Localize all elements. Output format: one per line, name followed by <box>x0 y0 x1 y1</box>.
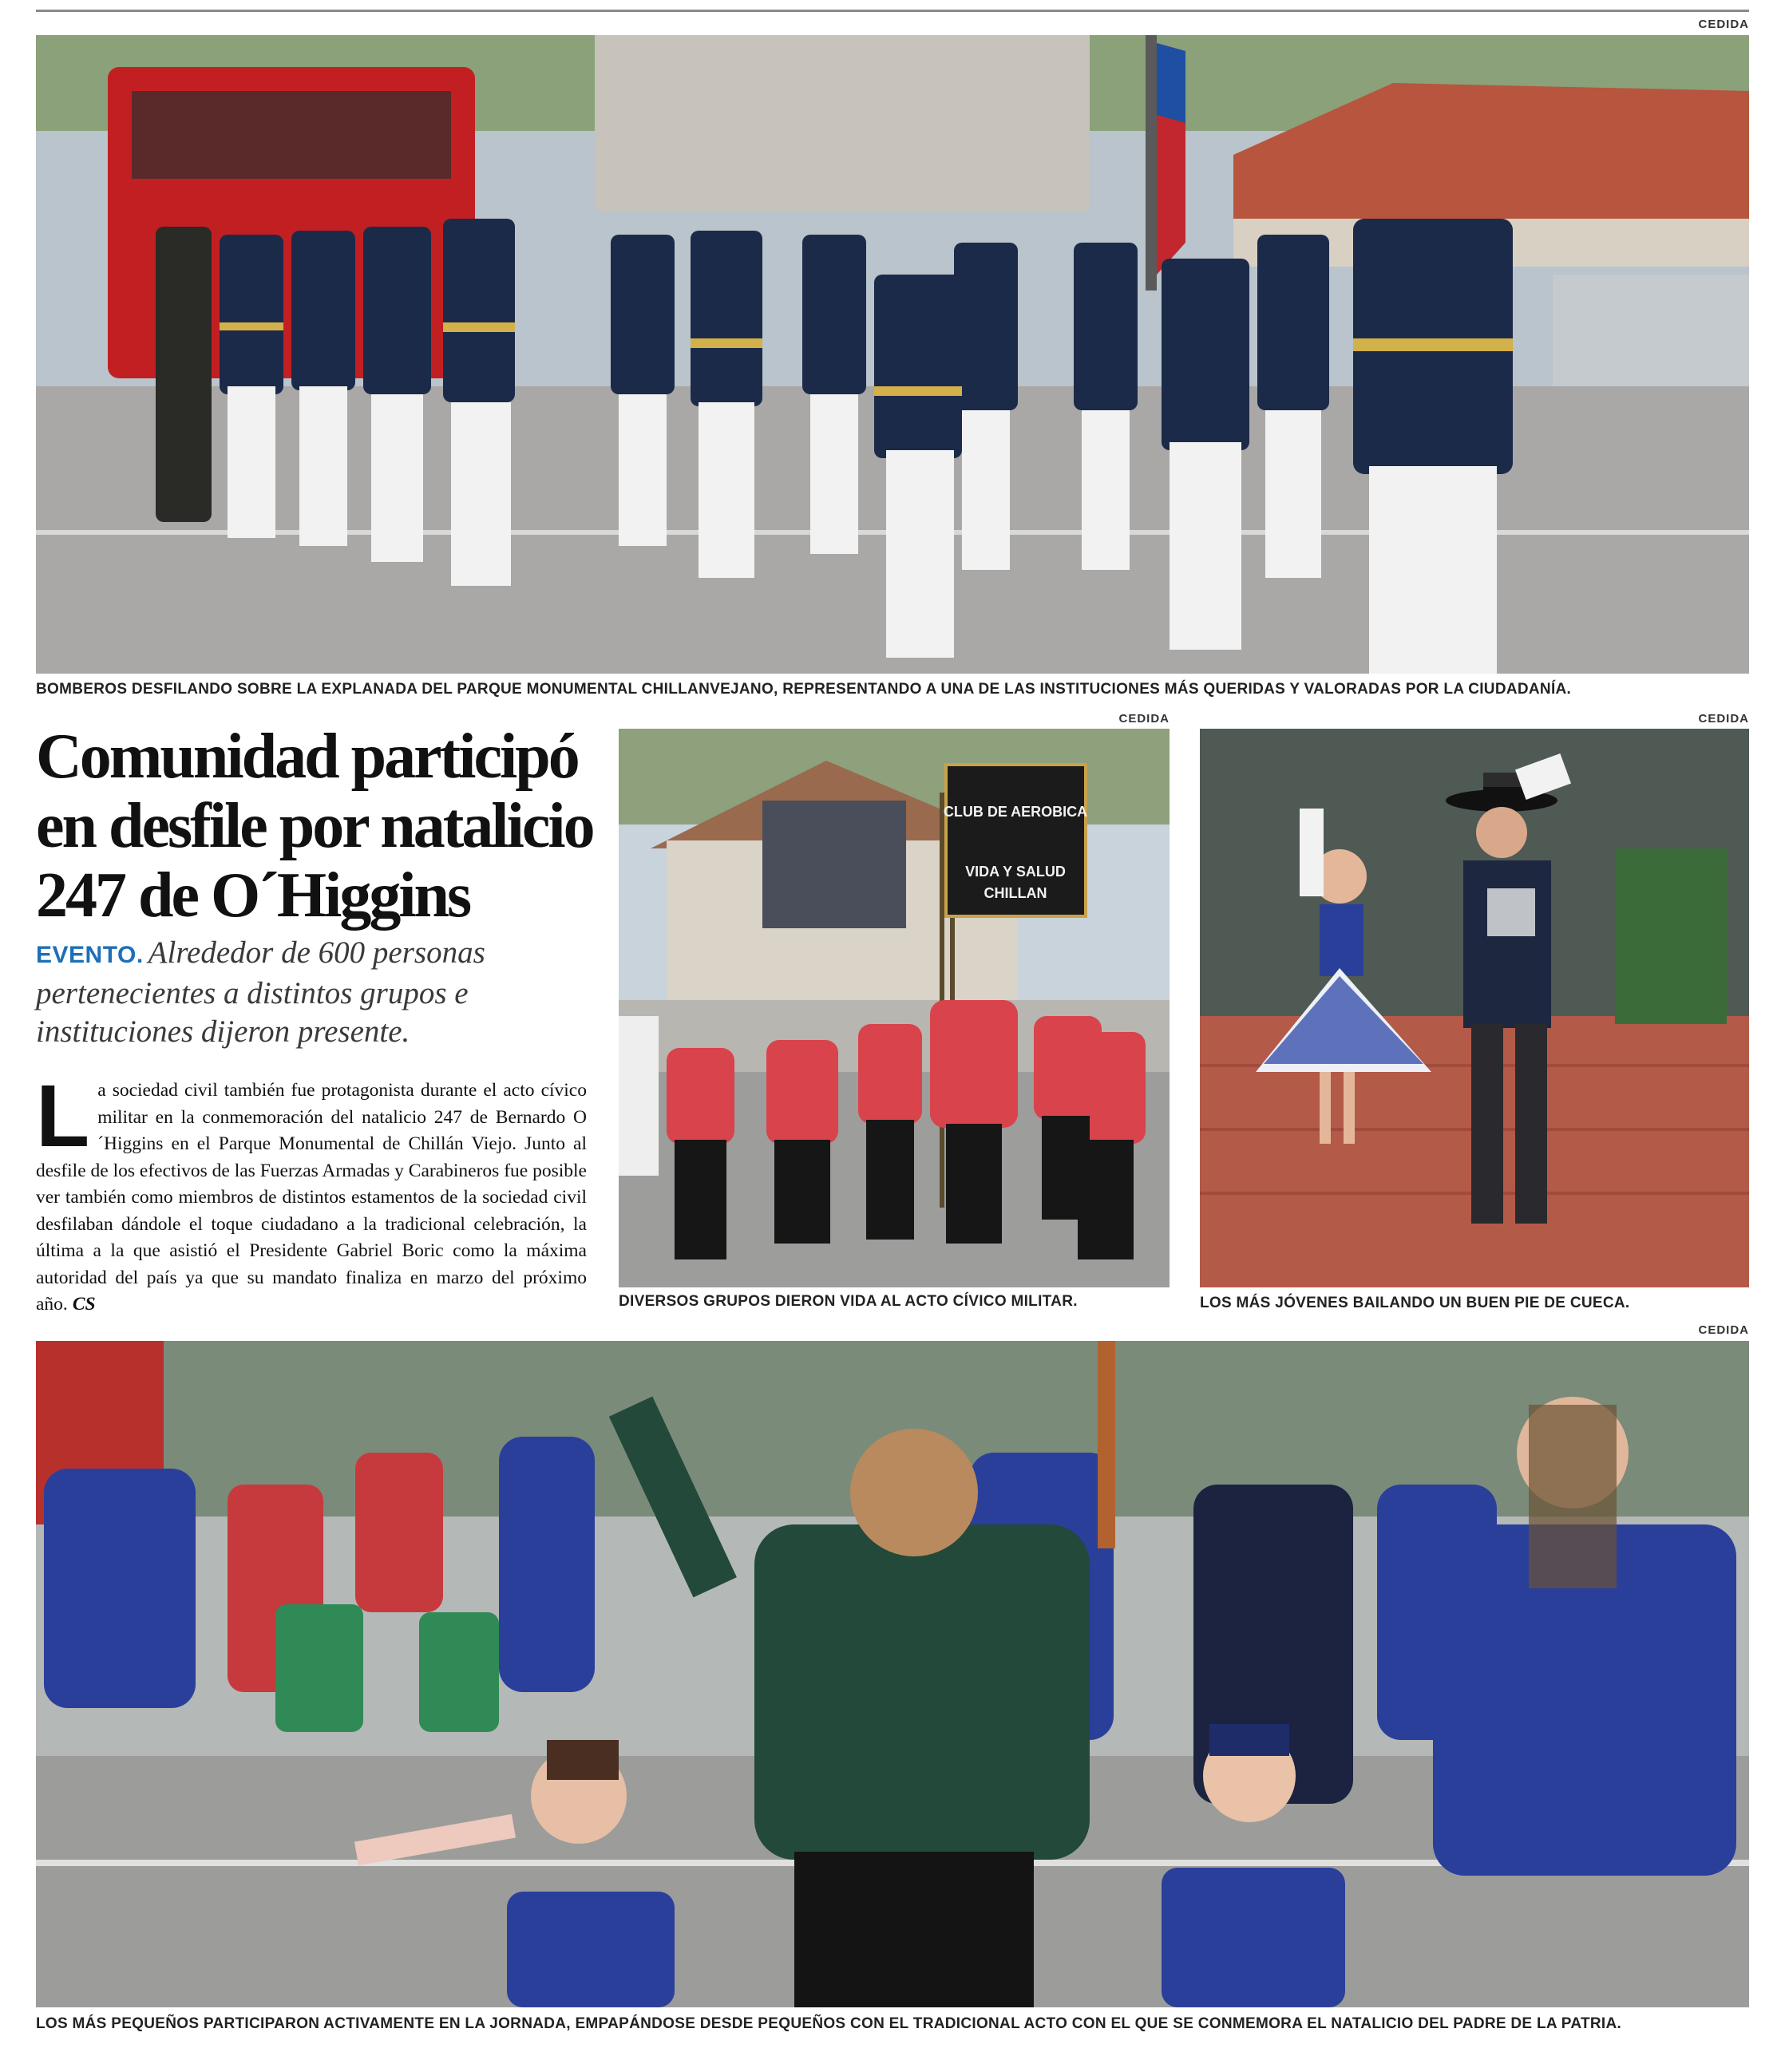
article-body <box>36 1067 587 1319</box>
caption-mid-right: LOS MÁS JÓVENES BAILANDO UN BUEN PIE DE CUECA. <box>1200 1295 1630 1311</box>
end-mark: CS <box>72 1294 96 1315</box>
photo-credit-mid-left: CEDIDA <box>1118 712 1170 726</box>
photo-credit-bottom: CEDIDA <box>1698 1323 1749 1337</box>
photo-children-parade <box>36 1341 1749 2007</box>
photo-aerobics-group <box>619 729 1170 1287</box>
photo-credit-top: CEDIDA <box>1698 18 1749 31</box>
banner-line1: CLUB DE AEROBICA <box>943 804 1088 820</box>
caption-bottom: LOS MÁS PEQUEÑOS PARTICIPARON ACTIVAMENTE EN LA JORNADA, EMPAPÁNDOSE DESDE PEQUEÑOS CON EL TRADICIONAL ACTO CON EL QUE SE CONMEMORA EL NATALICIO DEL PADRE DE LA PATRIA. <box>36 2015 1622 2032</box>
article-headline: Comunidad participó en desfile por natalicio 247 de O´Higgins <box>36 722 593 931</box>
caption-mid-left: DIVERSOS GRUPOS DIERON VIDA AL ACTO CÍVICO MILITAR. <box>619 1293 1078 1310</box>
top-rule <box>36 10 1749 12</box>
photo-cueca-dancers <box>1200 729 1749 1287</box>
photo-firefighters-parade <box>36 35 1749 674</box>
caption-top: BOMBEROS DESFILANDO SOBRE LA EXPLANADA DEL PARQUE MONUMENTAL CHILLANVEJANO, REPRESENTANDO A UNA DE LAS INSTITUCIONES MÁS QUERIDAS Y VALORADAS POR LA CIUDADANÍA. <box>36 681 1572 698</box>
article-lead <box>36 934 595 1051</box>
lead-text: Alrededor de 600 personas pertenecientes a distintos grupos e instituciones dijeron presente. <box>36 935 485 1049</box>
body-text: a sociedad civil también fue protagonista durante el acto cívico militar en la conmemoración del natalicio 247 de Bernardo O´Higgins en el Parque Monumental de Chillán Viejo. Junto al desfile de los efectivos de las Fuerzas Armadas y Carabineros fue posible ver también como miembros de distintos estamentos de la sociedad civil desfilaban dándole el toque ciudadano a la tradicional celebración, la última a la que asistió el Presidente Gabriel Boric como la máxima autoridad del país ya que su mandato finaliza en marzo del próximo año. <box>36 1080 587 1315</box>
drop-cap: L <box>36 1067 90 1165</box>
section-tag: EVENTO. <box>36 942 144 968</box>
banner-line3: CHILLAN <box>984 885 1047 901</box>
banner-line2: VIDA Y SALUD <box>965 864 1066 880</box>
photo-credit-mid-right: CEDIDA <box>1698 712 1749 726</box>
